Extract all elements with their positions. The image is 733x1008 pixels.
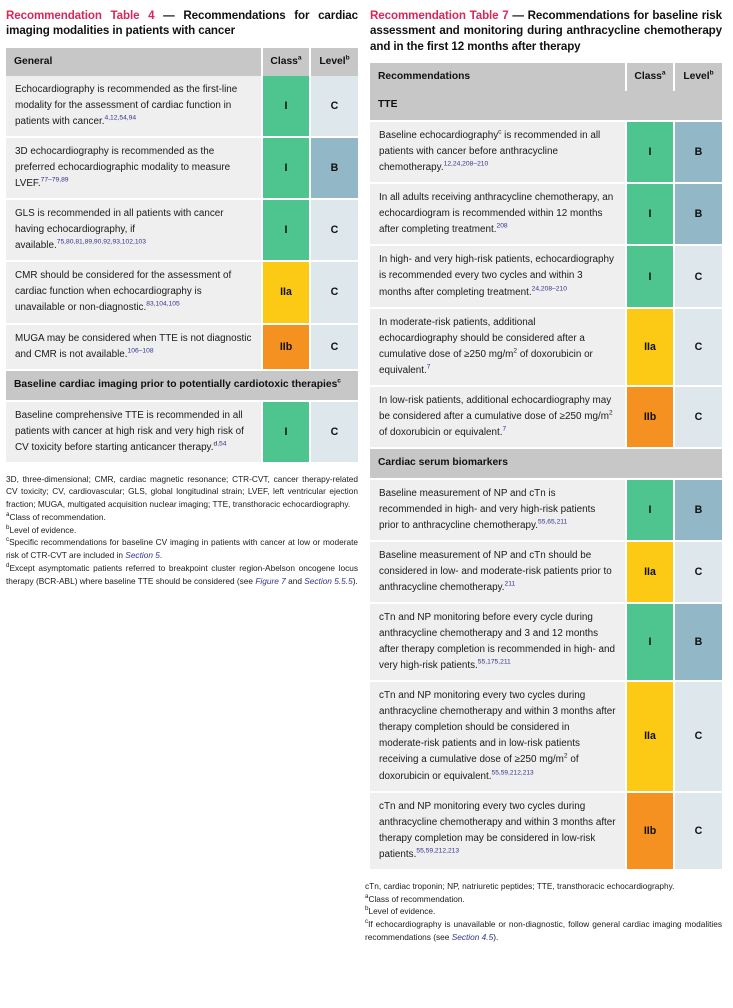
table-row [6,401,358,463]
recommendation-text-body: GLS is recommended in all patients with cancer having echocardiography, if available. [15,208,224,252]
table4-section-header [6,370,358,401]
table-row [370,183,722,245]
recommendation-text-body: In all adults receiving anthracycline chemotherapy, an echocardiogram is recommended within 12 months after completing treatment. [379,192,614,236]
reference-superscript: 55,65,211 [538,518,568,526]
table-row [370,308,722,386]
reference-superscript: 12,24,208–210 [443,160,489,168]
footnote-b-marker: b [6,523,10,531]
footnote-c-text: Specific recommendations for baseline CV imaging in patients with cancer at low or moderate risk of CTR-CVT are included in [6,537,358,561]
table-row [6,261,358,323]
table4-header-level-label: Level [319,55,346,67]
footnote-d-mid: and [285,575,305,586]
table4-header-row [6,48,358,76]
recommendation-text [6,324,262,370]
recommendation-text-body: Baseline comprehensive TTE is recommended in all patients with cancer at high risk and very high risk of CV toxicity before starting anticancer therapy. [15,409,244,453]
table4-caption-text: — Recommendations for cardiac imaging modalities in patients with cancer [6,9,358,38]
recommendation-text [370,386,626,448]
table7-section-header-row [370,91,722,121]
class-cell: I [626,603,674,681]
recommendation-text-body: In high- and very high-risk patients, echocardiography is recommended every two cycles and within 3 months after completing treatment. [379,254,614,298]
recommendation-text [6,76,262,137]
table-row [370,245,722,307]
footnote-b [6,524,358,537]
footnote-a-text: Class of recommendation. [368,893,465,904]
table7-section-header-tte: TTE [370,91,722,121]
table7-caption [370,8,722,54]
level-cell: B [674,479,722,541]
section-link[interactable]: Section 5 [125,550,160,561]
table4-section-header-row [6,370,358,401]
column-right [365,8,722,944]
table4-header-class-sup: a [297,54,302,62]
table4-section-header-label: Baseline cardiac imaging prior to potentially cardiotoxic therapies [14,378,338,390]
table4-header-level [310,48,358,76]
footnote-d-text: Except asymptomatic patients referred to breakpoint cluster region-Abelson oncogene locus therapy (BCR-ABL) where baseline TTE should be considered (see [6,563,358,586]
table7-section-header-biomarkers: Cardiac serum biomarkers [370,448,722,479]
recommendation-text [6,261,262,323]
table-row [370,386,722,448]
level-cell: B [310,137,358,199]
footnote-c-marker: c [6,536,10,544]
level-cell: C [674,792,722,870]
recommendation-text-tail: of doxorubicin or equivalent. [379,754,579,782]
level-cell: C [310,76,358,137]
footnote-d [6,562,358,588]
reference-superscript: 211 [504,580,516,588]
reference-superscript: 7 [426,363,431,371]
footnote-d-text-end: ). [352,575,358,586]
recommendation-text [370,603,626,681]
table7-header-level-sup: b [709,69,714,77]
table7-header-row [370,63,722,91]
footnote-b-marker: b [365,905,369,913]
footnote-c-marker: c [365,918,369,926]
recommendation-text-body: Baseline measurement of NP and cTn is recommended in high- and very high-risk patients prior to anthracycline chemotherapy. [379,487,596,531]
superscript-two: 2 [563,753,568,761]
class-cell: IIa [626,541,674,603]
class-cell: I [262,137,310,199]
table4-caption-number: Recommendation Table 4 [6,9,155,22]
table7-header-recommendations [370,63,626,91]
recommendation-text [6,401,262,463]
footnote-b-text: Level of evidence. [368,906,436,917]
level-cell: C [310,199,358,261]
table4-header-class-label: Class [270,55,298,67]
margin-artifact [362,388,369,442]
table7-header-level-label: Level [683,70,710,82]
column-left [6,8,358,588]
table7 [370,63,722,871]
table-row [370,479,722,541]
recommendation-text-body: Echocardiography is recommended as the first-line modality for the assessment of cardiac function in patients with cancer. [15,83,238,128]
footnote-c-text: If echocardiography is unavailable or non-diagnostic, follow general cardiac imaging modalities recommendations (see [365,919,722,942]
recommendation-text-tail: of doxorubicin or equivalent. [379,426,503,438]
recommendation-text [370,121,626,183]
level-cell: C [310,324,358,370]
recommendation-text-body: Baseline measurement of NP and cTn should be considered in low- and moderate-risk patients prior to anthracycline chemotherapy. [379,549,612,594]
reference-superscript: 55,59,212,213 [416,847,460,855]
recommendation-text [370,308,626,386]
recommendation-text-body: In low-risk patients, additional echocardiography may be considered after a cumulative dose of ≥250 mg/m [379,394,612,422]
footnote-a [6,511,358,524]
class-cell: I [626,479,674,541]
class-cell: IIa [262,261,310,323]
recommendation-text [6,199,262,261]
table4-header-general-label: General [14,55,53,67]
footnote-d-marker: d [6,562,10,570]
reference-superscript: 55,59,212,213 [491,769,534,777]
figure-link[interactable]: Figure 7 [255,575,286,586]
level-cell: C [310,261,358,323]
footnote-c-text-end: . [159,550,163,561]
level-cell: B [674,121,722,183]
footnote-a-marker: a [365,892,369,900]
superscript-two: 2 [513,347,518,355]
recommendation-text-body: CMR should be considered for the assessment of cardiac function when echocardiography is unavailable or non-diagnostic. [15,270,232,314]
reference-superscript: 75,80,81,89,90,92,93,102,103 [56,239,146,247]
table7-header-class-label: Class [634,70,662,82]
recommendation-text [6,137,262,199]
reference-superscript: 83,104,105 [146,301,180,309]
reference-superscript: 106–108 [127,347,154,355]
recommendation-text-body: cTn and NP monitoring every two cycles during anthracycline chemotherapy and within 3 months after therapy completion should be considered in moderate-risk patients and in low-risk patients receiving a cumulative dose of ≥250 mg/m [379,690,616,766]
table-row [6,199,358,261]
level-cell: C [674,308,722,386]
reference-superscript: ,54 [217,440,227,448]
level-cell: C [674,681,722,791]
table4 [6,48,358,464]
table4-header-level-sup: b [345,54,350,62]
table7-section-header-row [370,448,722,479]
recommendation-text-tail: is recommended in all patients with cancer before anthracycline chemotherapy. [379,130,601,174]
recommendation-text [370,245,626,307]
table-row [6,137,358,199]
table7-header-recommendations-label: Recommendations [378,70,471,82]
level-cell: C [310,401,358,463]
footnote-c-text-end: ). [493,931,499,942]
recommendation-text [370,792,626,870]
class-cell: IIa [626,681,674,791]
table7-footnotes [365,880,722,944]
table4-caption [6,8,358,39]
class-cell: I [626,183,674,245]
recommendation-text [370,681,626,791]
note-superscript: c [498,128,502,136]
table7-caption-number: Recommendation Table 7 [370,9,509,22]
class-cell: IIb [262,324,310,370]
footnote-b-text: Level of evidence. [9,524,77,535]
recommendation-text-body: cTn and NP monitoring every two cycles during anthracycline chemotherapy and within 3 months after therapy completion may be considered in low-risk patients. [379,800,616,860]
footnote-abbreviations: cTn, cardiac troponin; NP, natriuretic peptides; TTE, transthoracic echocardiography. [365,880,675,891]
recommendation-text [370,479,626,541]
table-row [370,792,722,870]
footnote-a-marker: a [6,511,10,519]
recommendation-text-tail: of doxorubicin or equivalent. [379,348,593,376]
level-cell: B [674,183,722,245]
class-cell: I [262,76,310,137]
section-link[interactable]: Section 4.5 [451,931,494,942]
footnote-a [365,893,722,906]
class-cell: IIb [626,792,674,870]
recommendation-text-body: cTn and NP monitoring before every cycle during anthracycline chemotherapy and 3 and 12 months after therapy completion is recommended in high- and very high-risk patients. [379,612,616,672]
recommendation-text-body: MUGA may be considered when TTE is not diagnostic and CMR is not available. [15,332,252,360]
superscript-two: 2 [608,409,613,417]
footnote-b [365,905,722,918]
recommendation-text-body: In moderate-risk patients, additional echocardiography should be considered after a cumulative dose of ≥250 mg/m [379,316,585,360]
section-link[interactable]: Section 5.5.5 [304,575,353,586]
footnote-a-text: Class of recommendation. [9,511,106,522]
recommendation-text-body: 3D echocardiography is recommended as the preferred echocardiographic modality to measure LVEF. [15,146,231,190]
footnote-c [6,536,358,562]
table4-header-class [262,48,310,76]
table-row [370,603,722,681]
reference-superscript: 24,208–210 [531,285,567,293]
table4-footnotes [6,473,358,588]
recommendation-text [370,541,626,603]
footnote-abbreviations: 3D, three-dimensional; CMR, cardiac magnetic resonance; CTR-CVT, cancer therapy-related CV toxicity; CV, cardiovascular; GLS, global longitudinal strain; LVEF, left ventricular ejection fraction; MUGA, multigated acquisition nuclear imaging; TTE, transthoracic echocardiography. [6,473,358,510]
table7-header-class [626,63,674,91]
level-cell: C [674,386,722,448]
table4-section-header-sup: c [337,377,341,385]
reference-superscript: 55,175,211 [477,658,511,666]
reference-superscript: 4,12,54,94 [104,114,137,122]
class-cell: IIb [626,386,674,448]
level-cell: C [674,541,722,603]
reference-superscript: 77–79,89 [40,176,69,184]
reference-superscript: 7 [502,425,507,433]
table4-header-general [6,48,262,76]
class-cell: IIa [626,308,674,386]
table7-header-level [674,63,722,91]
recommendation-text [370,183,626,245]
level-cell: B [674,603,722,681]
table-row [370,121,722,183]
class-cell: I [262,199,310,261]
table-row [6,76,358,137]
recommendation-text-body: Baseline echocardiography [379,130,499,142]
footnote-c [365,918,722,944]
note-superscript: d [213,440,218,448]
class-cell: I [262,401,310,463]
table-row [370,681,722,791]
reference-superscript: 208 [496,223,508,231]
table-row [370,541,722,603]
class-cell: I [626,245,674,307]
table7-caption-text: — Recommendations for baseline risk assessment and monitoring during anthracycline chemotherapy and in the first 12 months after therapy [370,9,722,53]
table7-header-class-sup: a [661,69,666,77]
level-cell: C [674,245,722,307]
table-row [6,324,358,370]
class-cell: I [626,121,674,183]
